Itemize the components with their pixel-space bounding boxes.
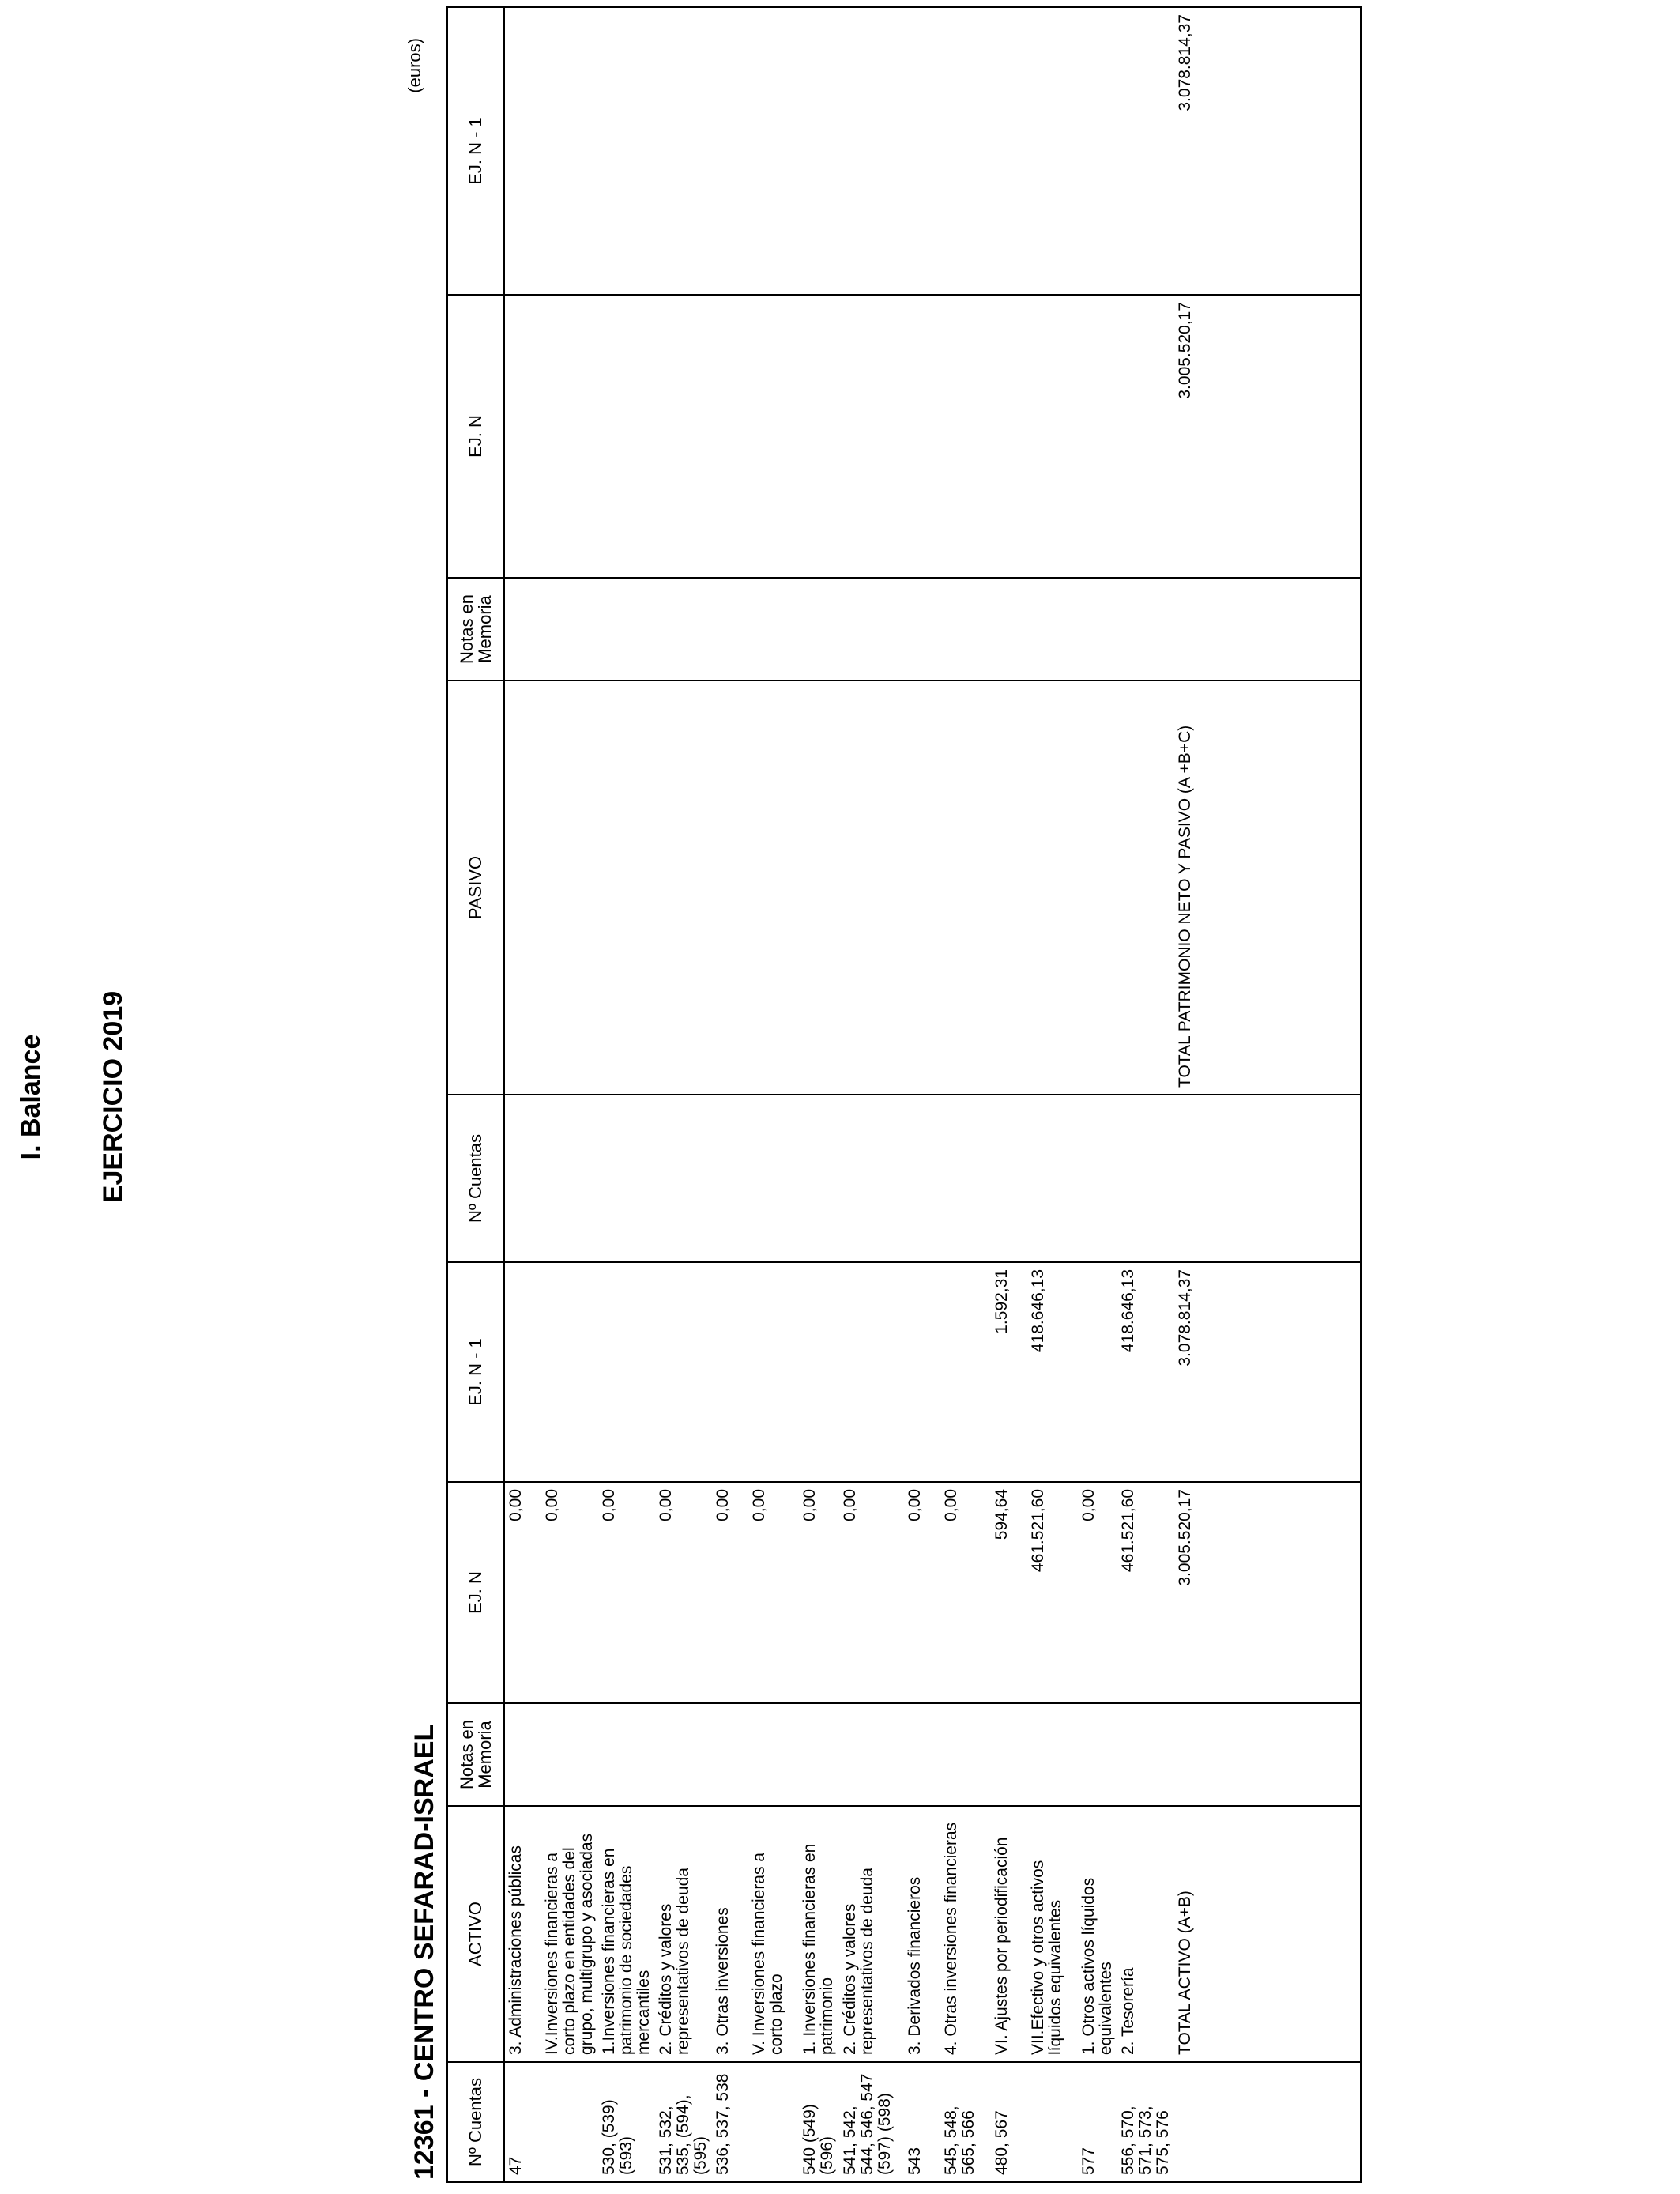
- cell-cuentas: 530, (539) (593): [598, 2062, 655, 2182]
- cell-empty: [839, 7, 904, 295]
- cell-ej-n: 461.521,60: [1027, 1482, 1078, 1703]
- cell-empty: [991, 1095, 1027, 1262]
- cell-empty: [541, 680, 598, 1095]
- cell-ej-n: 0,00: [1078, 1482, 1117, 1703]
- cell-notas: [1174, 1703, 1361, 1806]
- cell-empty: [799, 680, 838, 1095]
- cell-empty: [655, 295, 712, 578]
- cell-empty: [839, 680, 904, 1095]
- cell-ej-n: 0,00: [839, 1482, 904, 1703]
- cell-pasivo-ej-n1: 3.078.814,37: [1174, 7, 1361, 295]
- cell-empty: [504, 1095, 541, 1262]
- cell-cuentas: 540 (549) (596): [799, 2062, 838, 2182]
- cell-ej-n1: 1.592,31: [991, 1262, 1027, 1482]
- cell-empty: [1078, 680, 1117, 1095]
- cell-ej-n: 0,00: [940, 1482, 991, 1703]
- cell-concepto: 2. Tesorería: [1117, 1806, 1174, 2062]
- cell-empty: [991, 295, 1027, 578]
- cell-ej-n: 0,00: [541, 1482, 598, 1703]
- cell-empty: [839, 1095, 904, 1262]
- cell-notas: [904, 1703, 940, 1806]
- table-row: [541, 7, 598, 2182]
- header-row: [447, 7, 504, 2182]
- cell-empty: [904, 578, 940, 680]
- header-cuentas-pasivo: Nº Cuentas: [447, 1095, 504, 1262]
- cell-ej-n1: [598, 1262, 655, 1482]
- table-row: [504, 7, 541, 2182]
- cell-empty: [655, 7, 712, 295]
- header-notas-pasivo: Notas en Memoria: [447, 578, 504, 680]
- cell-empty: [799, 578, 838, 680]
- cell-empty: [904, 7, 940, 295]
- cell-ej-n1: [940, 1262, 991, 1482]
- cell-ej-n: 0,00: [904, 1482, 940, 1703]
- cell-empty: [1027, 7, 1078, 295]
- cell-ej-n1: 418.646,13: [1117, 1262, 1174, 1482]
- cell-cuentas: 543: [904, 2062, 940, 2182]
- cell-notas: [1078, 1703, 1117, 1806]
- cell-ej-n: 461.521,60: [1117, 1482, 1174, 1703]
- cell-cuentas: 480, 567: [991, 2062, 1027, 2182]
- cell-concepto: VI. Ajustes por periodificación: [991, 1806, 1027, 2062]
- cell-empty: [1027, 680, 1078, 1095]
- cell-concepto: 3. Derivados financieros: [904, 1806, 940, 2062]
- table-row: [1117, 7, 1174, 2182]
- currency-units: (euros): [405, 38, 424, 93]
- cell-ej-n: 0,00: [598, 1482, 655, 1703]
- header-ej-n-pasivo: EJ. N: [447, 295, 504, 578]
- cell-empty: [748, 1095, 799, 1262]
- table-row: [904, 7, 940, 2182]
- cell-empty: [712, 295, 748, 578]
- table-row: [1027, 7, 1078, 2182]
- cell-empty: [1027, 1095, 1078, 1262]
- cell-empty: [541, 7, 598, 295]
- cell-empty: [712, 680, 748, 1095]
- cell-notas: [712, 1703, 748, 1806]
- cell-empty: [748, 7, 799, 295]
- cell-notas: [655, 1703, 712, 1806]
- cell-ej-n1: [904, 1262, 940, 1482]
- cell-cuentas: [1174, 2062, 1361, 2182]
- table-row: [655, 7, 712, 2182]
- cell-pasivo-total: TOTAL PATRIMONIO NETO Y PASIVO (A +B+C): [1174, 680, 1361, 1095]
- cell-cuentas: [541, 2062, 598, 2182]
- cell-empty: [839, 578, 904, 680]
- cell-cuentas: [1027, 2062, 1078, 2182]
- cell-concepto: 3. Otras inversiones: [712, 1806, 748, 2062]
- cell-concepto: TOTAL ACTIVO (A+B): [1174, 1806, 1361, 2062]
- cell-empty: [748, 578, 799, 680]
- header-pasivo: PASIVO: [447, 680, 504, 1095]
- cell-empty: [504, 7, 541, 295]
- cell-cuentas: 47: [504, 2062, 541, 2182]
- cell-concepto: 2. Créditos y valores representativos de deuda: [655, 1806, 712, 2062]
- table-row: [799, 7, 838, 2182]
- cell-cuentas: 545, 548, 565, 566: [940, 2062, 991, 2182]
- page-title: I. Balance: [16, 1034, 46, 1160]
- exercise-title: EJERCICIO 2019: [98, 990, 128, 1204]
- cell-empty: [1027, 578, 1078, 680]
- cell-empty: [1078, 7, 1117, 295]
- cell-notas: [799, 1703, 838, 1806]
- cell-concepto: 1. Otros activos líquidos equivalentes: [1078, 1806, 1117, 2062]
- cell-empty: [904, 680, 940, 1095]
- cell-notas: [504, 1703, 541, 1806]
- cell-ej-n: 0,00: [504, 1482, 541, 1703]
- table-row: [940, 7, 991, 2182]
- header-ej-n-activo: EJ. N: [447, 1482, 504, 1703]
- cell-cuentas: 531, 532, 535, (594), (595): [655, 2062, 712, 2182]
- cell-empty: [748, 295, 799, 578]
- cell-empty: [598, 578, 655, 680]
- cell-empty: [541, 1095, 598, 1262]
- cell-empty: [655, 680, 712, 1095]
- cell-notas: [598, 1703, 655, 1806]
- cell-concepto: 3. Administraciones públicas: [504, 1806, 541, 2062]
- table-row: [748, 7, 799, 2182]
- cell-ej-n1: [541, 1262, 598, 1482]
- cell-ej-n1: [799, 1262, 838, 1482]
- table-row: [1078, 7, 1117, 2182]
- cell-cuentas: [748, 2062, 799, 2182]
- cell-empty: [598, 680, 655, 1095]
- cell-empty: [940, 7, 991, 295]
- entity-name: 12361 - CENTRO SEFARAD-ISRAEL: [409, 1724, 439, 2180]
- cell-concepto: IV.Inversiones financieras a corto plazo en entidades del grupo, multigrupo y asociadas: [541, 1806, 598, 2062]
- cell-concepto: 1. Inversiones financieras en patrimonio: [799, 1806, 838, 2062]
- cell-empty: [1174, 1095, 1361, 1262]
- cell-empty: [991, 578, 1027, 680]
- cell-ej-n: 0,00: [655, 1482, 712, 1703]
- header-ej-n1-pasivo: EJ. N - 1: [447, 7, 504, 295]
- cell-empty: [541, 578, 598, 680]
- cell-empty: [1078, 578, 1117, 680]
- cell-empty: [504, 295, 541, 578]
- cell-notas: [940, 1703, 991, 1806]
- cell-concepto: 1.Inversiones financieras en patrimonio de sociedades mercantiles: [598, 1806, 655, 2062]
- cell-empty: [504, 578, 541, 680]
- cell-ej-n: 0,00: [712, 1482, 748, 1703]
- cell-empty: [655, 1095, 712, 1262]
- table-row: [991, 7, 1027, 2182]
- cell-notas: [748, 1703, 799, 1806]
- cell-empty: [1117, 295, 1174, 578]
- cell-cuentas: 556, 570, 571, 573, 575, 576: [1117, 2062, 1174, 2182]
- cell-cuentas: 577: [1078, 2062, 1117, 2182]
- cell-empty: [1174, 578, 1361, 680]
- cell-concepto: VII.Efectivo y otros activos líquidos equivalentes: [1027, 1806, 1078, 2062]
- cell-cuentas: 541, 542, 544, 546, 547 (597) (598): [839, 2062, 904, 2182]
- cell-ej-n1: 3.078.814,37: [1174, 1262, 1361, 1482]
- header-activo: ACTIVO: [447, 1806, 504, 2062]
- cell-ej-n: 3.005.520,17: [1174, 1482, 1361, 1703]
- cell-empty: [839, 295, 904, 578]
- header-cuentas-activo: Nº Cuentas: [447, 2062, 504, 2182]
- header-notas-activo: Notas en Memoria: [447, 1703, 504, 1806]
- cell-empty: [748, 680, 799, 1095]
- cell-empty: [712, 578, 748, 680]
- cell-empty: [1117, 1095, 1174, 1262]
- cell-concepto: 4. Otras inversiones financieras: [940, 1806, 991, 2062]
- cell-empty: [799, 295, 838, 578]
- cell-cuentas: 536, 537, 538: [712, 2062, 748, 2182]
- cell-empty: [1027, 295, 1078, 578]
- table-row: [598, 7, 655, 2182]
- cell-empty: [904, 1095, 940, 1262]
- cell-empty: [504, 680, 541, 1095]
- cell-ej-n: 0,00: [748, 1482, 799, 1703]
- cell-empty: [1078, 1095, 1117, 1262]
- cell-empty: [904, 295, 940, 578]
- cell-ej-n1: [504, 1262, 541, 1482]
- total-row: [1174, 7, 1361, 2182]
- header-ej-n1-activo: EJ. N - 1: [447, 1262, 504, 1482]
- cell-empty: [940, 680, 991, 1095]
- cell-empty: [1117, 680, 1174, 1095]
- cell-empty: [655, 578, 712, 680]
- cell-empty: [598, 7, 655, 295]
- cell-ej-n: 594,64: [991, 1482, 1027, 1703]
- cell-ej-n1: [655, 1262, 712, 1482]
- cell-ej-n: 0,00: [799, 1482, 838, 1703]
- cell-notas: [1117, 1703, 1174, 1806]
- cell-concepto: 2. Créditos y valores representativos de deuda: [839, 1806, 904, 2062]
- cell-notas: [991, 1703, 1027, 1806]
- balance-table: [446, 6, 1362, 2183]
- table-row: [839, 7, 904, 2182]
- cell-concepto: V. Inversiones financieras a corto plazo: [748, 1806, 799, 2062]
- cell-empty: [940, 295, 991, 578]
- cell-empty: [1117, 578, 1174, 680]
- cell-ej-n1: [748, 1262, 799, 1482]
- cell-empty: [940, 1095, 991, 1262]
- cell-empty: [1117, 7, 1174, 295]
- cell-ej-n1: 418.646,13: [1027, 1262, 1078, 1482]
- cell-empty: [598, 1095, 655, 1262]
- cell-empty: [1078, 295, 1117, 578]
- cell-notas: [839, 1703, 904, 1806]
- cell-empty: [712, 7, 748, 295]
- cell-empty: [991, 680, 1027, 1095]
- cell-empty: [541, 295, 598, 578]
- table-row: [712, 7, 748, 2182]
- cell-ej-n1: [1078, 1262, 1117, 1482]
- cell-notas: [541, 1703, 598, 1806]
- cell-empty: [598, 295, 655, 578]
- cell-empty: [991, 7, 1027, 295]
- cell-empty: [940, 578, 991, 680]
- cell-empty: [799, 7, 838, 295]
- cell-ej-n1: [839, 1262, 904, 1482]
- cell-empty: [712, 1095, 748, 1262]
- cell-ej-n1: [712, 1262, 748, 1482]
- cell-pasivo-ej-n: 3.005.520,17: [1174, 295, 1361, 578]
- cell-empty: [799, 1095, 838, 1262]
- cell-notas: [1027, 1703, 1078, 1806]
